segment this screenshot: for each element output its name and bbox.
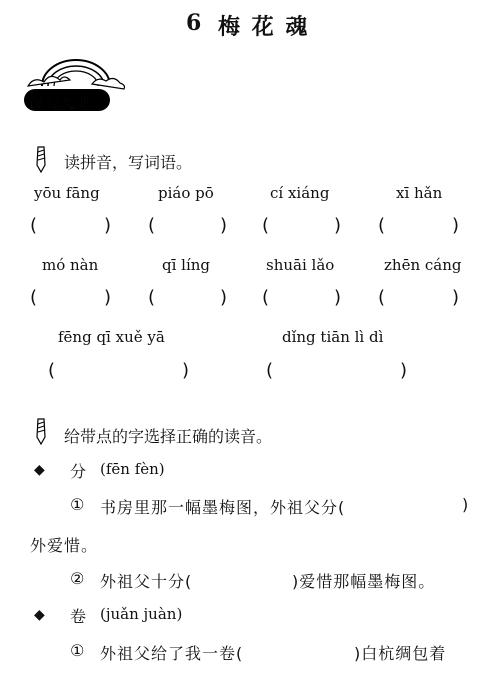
answer-close: ) (182, 360, 190, 381)
answer-open: ( (378, 215, 386, 236)
bullet-diamond: ◆ (34, 607, 45, 623)
section-badge (22, 56, 132, 114)
answer-open: ( (30, 215, 38, 236)
answer-close: ) (220, 287, 228, 308)
answer-close: ) (452, 287, 460, 308)
item1-options: (fēn fèn) (100, 460, 165, 478)
answer-close: ) (104, 215, 112, 236)
badge-label: 词句天地 (29, 94, 90, 112)
item2-options: (juǎn juàn) (100, 605, 183, 623)
pinyin-3: cí xiáng (270, 184, 330, 202)
section2-instruction: 给带点的字选择正确的读音。 (64, 427, 273, 446)
bullet-diamond: ◆ (34, 462, 45, 478)
item1-s2-rest: )爱惜那幅墨梅图。 (292, 572, 436, 591)
pinyin-4: xī hǎn (396, 184, 443, 202)
answer-close: ) (334, 287, 342, 308)
pinyin-5: mó nàn (42, 256, 99, 274)
pinyin-6: qī líng (162, 256, 211, 274)
answer-open: ( (262, 215, 270, 236)
pinyin-1: yōu fāng (34, 184, 100, 202)
lesson-title: 梅 花 魂 (218, 14, 310, 40)
pinyin-8: zhēn cáng (384, 256, 462, 274)
answer-open: ( (378, 287, 386, 308)
pinyin-10: dǐng tiān lì dì (282, 328, 384, 346)
lesson-number: 6 (186, 10, 204, 36)
answer-open: ( (148, 215, 156, 236)
pinyin-7: shuāi lǎo (266, 256, 335, 274)
answer-open: ( (266, 360, 274, 381)
answer-open: ( (148, 287, 156, 308)
answer-close: ) (334, 215, 342, 236)
item2-s1-num: ① (70, 641, 86, 660)
pinyin-2: piáo pō (158, 184, 214, 202)
pen-icon (34, 417, 48, 445)
answer-close: ) (104, 287, 112, 308)
item2-s1-rest: )白杭绸包着 (354, 644, 447, 663)
answer-open: ( (262, 287, 270, 308)
answer-open: ( (48, 360, 56, 381)
item2-s1-text: 外祖父给了我一卷( (100, 644, 244, 663)
answer-close: ) (452, 215, 460, 236)
item2-char: 卷 (70, 607, 88, 626)
answer-open: ( (30, 287, 38, 308)
section1-instruction: 读拼音，写词语。 (64, 153, 193, 172)
item1-s2-text: 外祖父十分( (100, 572, 193, 591)
answer-close: ) (220, 215, 228, 236)
item1-char: 分 (70, 462, 88, 481)
item1-s1-cont: 外爱惜。 (30, 536, 99, 555)
item1-s1-text: 书房里那一幅墨梅图，外祖父分( (100, 498, 346, 517)
item1-s2-num: ② (70, 569, 86, 588)
answer-close: ) (400, 360, 408, 381)
pen-icon (34, 145, 48, 173)
pinyin-9: fēng qī xuě yā (58, 328, 165, 346)
item1-s1-num: ① (70, 495, 86, 514)
item1-s1-close: ) (462, 495, 470, 514)
